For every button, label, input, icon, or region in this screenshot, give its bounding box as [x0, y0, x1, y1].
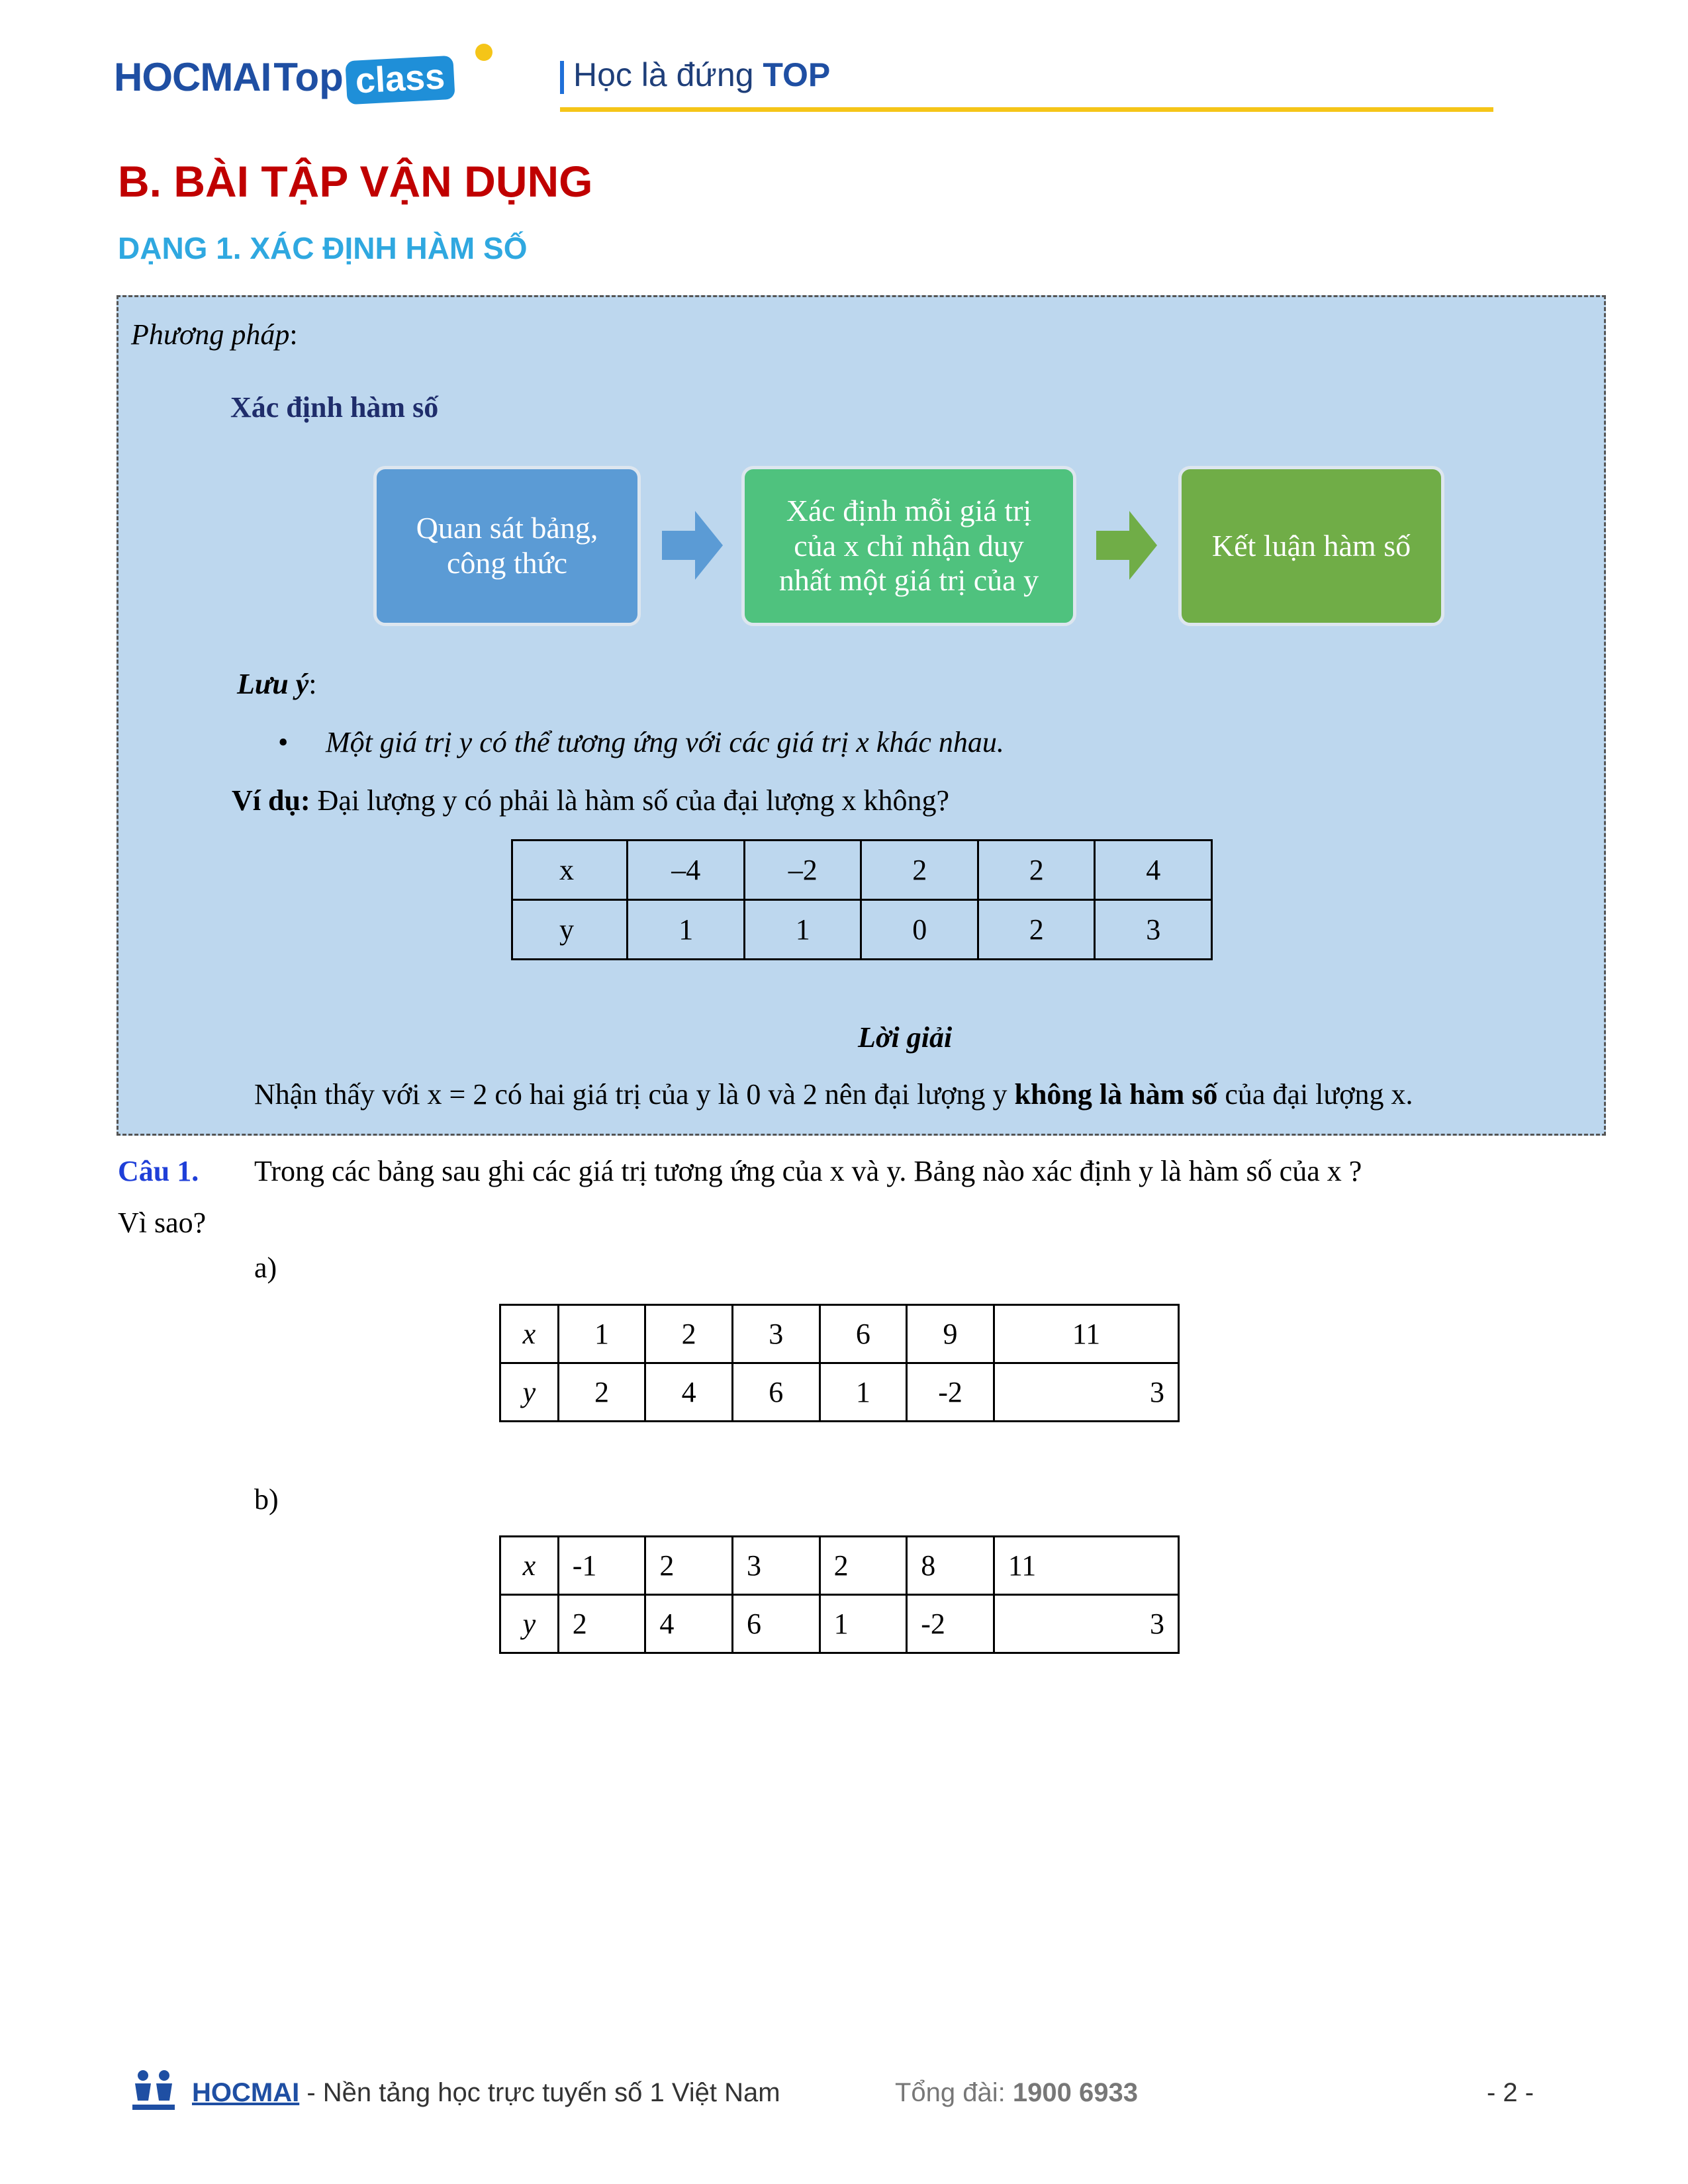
solution-label: Lời giải	[858, 1021, 953, 1054]
table-cell: 0	[861, 900, 978, 960]
table-cell: 1	[820, 1595, 907, 1653]
solution-bold: không là hàm số	[1014, 1078, 1218, 1111]
subsection-title: DẠNG 1. XÁC ĐỊNH HÀM SỐ	[118, 231, 528, 265]
flow-box-observe-line2: công thức	[446, 546, 568, 580]
header-rule	[560, 107, 1493, 112]
table-cell: 3	[732, 1305, 820, 1363]
logo-class-text: class	[345, 56, 455, 105]
table-cell: x	[500, 1305, 559, 1363]
arrow-right-shape	[662, 511, 723, 580]
table-cell: y	[500, 1363, 559, 1422]
table-row	[512, 900, 1212, 960]
solution-pre: Nhận thấy với x = 2 có hai giá trị của y là 0 và 2 nên đại lượng y	[254, 1078, 1015, 1111]
table-cell: 11	[994, 1537, 1178, 1595]
footer-hotline-label: Tổng đài:	[895, 2078, 1013, 2107]
logo-star-icon	[475, 44, 492, 61]
footer-hotline-number: 1900 6933	[1012, 2078, 1138, 2107]
logo-top-text: Top	[273, 55, 344, 99]
example-text: Đại lượng y có phải là hàm số của đại lượng x không?	[310, 784, 950, 817]
flow-box-conclude	[1178, 466, 1444, 626]
note-label	[237, 667, 316, 701]
tagline-divider	[560, 61, 564, 94]
note-bullet-text: Một giá trị y có thể tương ứng với các giá trị x khác nhau.	[326, 726, 1004, 758]
table-cell: 2	[978, 841, 1095, 900]
table-a	[499, 1304, 1180, 1422]
table-row	[500, 1363, 1179, 1422]
table-cell: x	[500, 1537, 559, 1595]
diagram-title: Xác định hàm số	[230, 391, 439, 424]
question-label: Câu 1.	[118, 1155, 199, 1187]
tagline	[573, 56, 830, 94]
flow-box-determine-line1: Xác định mỗi giá trị	[786, 493, 1032, 527]
method-label-text: Phương pháp	[131, 318, 290, 351]
table-cell: 11	[994, 1305, 1178, 1363]
section-title: B. BÀI TẬP VẬN DỤNG	[118, 157, 593, 206]
table-cell: y	[500, 1595, 559, 1653]
table-cell: x	[512, 841, 628, 900]
logo-hocmai-text: HOCMAI	[114, 55, 271, 99]
footer-brand-link[interactable]: HOCMAI	[192, 2078, 300, 2107]
table-row	[500, 1595, 1179, 1653]
table-cell: 4	[1095, 841, 1212, 900]
flow-box-determine-line3: nhất một giá trị của y	[778, 563, 1039, 598]
table-cell: 6	[820, 1305, 907, 1363]
question-text: Trong các bảng sau ghi các giá trị tương ứng của x và y. Bảng nào xác định y là hàm số của x ?	[254, 1155, 1362, 1187]
table-cell: 6	[732, 1363, 820, 1422]
part-b-label: b)	[254, 1483, 279, 1516]
part-a-label: a)	[254, 1251, 277, 1284]
table-cell: 4	[645, 1363, 733, 1422]
table-b	[499, 1535, 1180, 1654]
example-label: Ví dụ:	[232, 784, 310, 817]
table-cell: 1	[628, 900, 745, 960]
table-cell: 9	[907, 1305, 994, 1363]
solution-text	[254, 1077, 1413, 1111]
method-label-colon: :	[289, 318, 298, 351]
table-cell: 3	[994, 1363, 1178, 1422]
table-cell: 3	[994, 1595, 1178, 1653]
table-cell: 8	[907, 1537, 994, 1595]
table-cell: 1	[558, 1305, 645, 1363]
table-cell: 2	[645, 1537, 733, 1595]
example-line	[232, 784, 949, 817]
table-row	[512, 841, 1212, 900]
table-cell: y	[512, 900, 628, 960]
table-cell: 2	[558, 1363, 645, 1422]
arrow-right-icon	[662, 511, 723, 580]
table-row	[500, 1305, 1179, 1363]
table-cell: –2	[744, 841, 861, 900]
footer-hotline	[895, 2078, 1138, 2108]
table-cell: 3	[1095, 900, 1212, 960]
flow-box-determine-line2: của x chỉ nhận duy	[794, 528, 1024, 563]
flow-box-determine	[741, 466, 1076, 626]
tagline-bold: TOP	[763, 56, 831, 93]
footer-text: - Nền tảng học trực tuyến số 1 Việt Nam	[299, 2078, 780, 2107]
arrow-right-icon	[1096, 511, 1157, 580]
hocmai-logo-icon	[131, 2068, 176, 2114]
table-cell: 4	[645, 1595, 733, 1653]
example-table	[511, 839, 1213, 960]
header-logo	[114, 54, 454, 102]
table-cell: -2	[907, 1363, 994, 1422]
flow-box-conclude-line1: Kết luận hàm số	[1211, 528, 1411, 563]
method-label	[131, 318, 298, 351]
question-text-2: Vì sao?	[118, 1206, 207, 1239]
table-cell: –4	[628, 841, 745, 900]
table-cell: 2	[820, 1537, 907, 1595]
flow-box-observe-line1: Quan sát bảng,	[416, 511, 598, 545]
note-label-text: Lưu ý	[237, 668, 309, 700]
tagline-text: Học là đứng	[573, 56, 763, 93]
footer	[192, 2078, 780, 2108]
table-cell: 1	[744, 900, 861, 960]
bullet-symbol: •	[278, 726, 289, 758]
table-cell: -2	[907, 1595, 994, 1653]
arrow-right-shape	[1096, 511, 1157, 580]
flow-box-observe	[373, 466, 641, 626]
table-cell: 1	[820, 1363, 907, 1422]
table-cell: 2	[978, 900, 1095, 960]
table-cell: -1	[558, 1537, 645, 1595]
table-cell: 2	[645, 1305, 733, 1363]
table-cell: 3	[733, 1537, 820, 1595]
table-cell: 6	[733, 1595, 820, 1653]
solution-post: của đại lượng x.	[1217, 1078, 1413, 1111]
table-cell: 2	[861, 841, 978, 900]
table-cell: 2	[558, 1595, 645, 1653]
note-label-colon: :	[308, 668, 317, 700]
page-number: - 2 -	[1487, 2078, 1534, 2107]
table-row	[500, 1537, 1179, 1595]
